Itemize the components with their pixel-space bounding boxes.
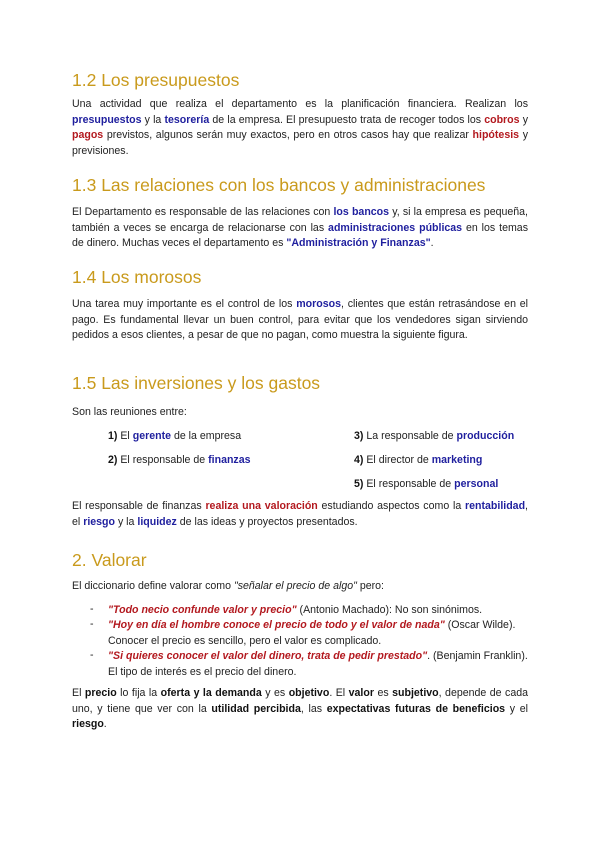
heading-presupuestos: 1.2 Los presupuestos bbox=[72, 70, 240, 90]
meetings-intro: Son las reuniones entre: bbox=[72, 406, 187, 418]
meeting-item-finanzas: 2) El responsable de finanzas bbox=[108, 454, 251, 466]
heading-relaciones-bancos: 1.3 Las relaciones con los bancos y administraciones bbox=[72, 175, 486, 195]
meeting-item-personal: 5) El responsable de personal bbox=[354, 478, 499, 490]
heading-valorar: 2. Valorar bbox=[72, 550, 147, 570]
paragraph-precio-valor: El precio lo fija la oferta y la demanda y es objetivo. El valor es subjetivo, depende de cada uno, y tiene que ver con la utilidad percibida, las expectativas futuras de beneficios y el riesgo. bbox=[72, 687, 529, 730]
bullet-dash: - bbox=[90, 649, 94, 661]
meeting-item-marketing: 4) El director de marketing bbox=[354, 454, 483, 466]
paragraph-relaciones-bancos: El Departamento es responsable de las relaciones con los bancos y, si la empresa es pequeña, también a veces se encarga de relacionarse con las administraciones públicas en los temas de dinero. Muchas veces el departamento es "Administración y Finanzas". bbox=[72, 206, 528, 249]
bullet-dash: - bbox=[90, 618, 94, 630]
meeting-item-gerente: 1) El gerente de la empresa bbox=[108, 430, 242, 442]
bullet-dash: - bbox=[90, 603, 94, 615]
valorar-intro: El diccionario define valorar como "señalar el precio de algo" pero: bbox=[72, 580, 384, 592]
quote-wilde: "Hoy en día el hombre conoce el precio de todo y el valor de nada" (Oscar Wilde). Conocer el precio es sencillo, pero el valor es complicado. bbox=[108, 619, 516, 647]
quote-franklin: "Si quieres conocer el valor del dinero, trata de pedir prestado". (Benjamin Franklin). El tipo de interés es el precio del dinero. bbox=[108, 650, 528, 678]
heading-morosos: 1.4 Los morosos bbox=[72, 267, 202, 287]
meeting-item-produccion: 3) La responsable de producción bbox=[354, 430, 515, 442]
paragraph-presupuestos: Una actividad que realiza el departamento es la planificación financiera. Realizan los presupuestos y la tesorería de la empresa. El presupuesto trata de recoger todos los cobros y pagos previstos, algunos serán muy exactos, pero en otros casos hay que realizar hipótesis y previsiones. bbox=[72, 98, 528, 157]
paragraph-morosos: Una tarea muy importante es el control de los morosos, clientes que están retrasándose en el pago. Es fundamental llevar un buen control, para evitar que los vendedores sigan sirviendo pedidos a esos clientes, a pesar de que no pagan, como muestra la siguiente figura. bbox=[72, 298, 528, 341]
quote-machado: "Todo necio confunde valor y precio" (Antonio Machado): No son sinónimos. bbox=[108, 604, 483, 616]
paragraph-valoracion: El responsable de finanzas realiza una valoración estudiando aspectos como la rentabilidad, el riesgo y la liquidez de las ideas y proyectos presentados. bbox=[72, 500, 528, 528]
heading-inversiones: 1.5 Las inversiones y los gastos bbox=[72, 373, 321, 393]
